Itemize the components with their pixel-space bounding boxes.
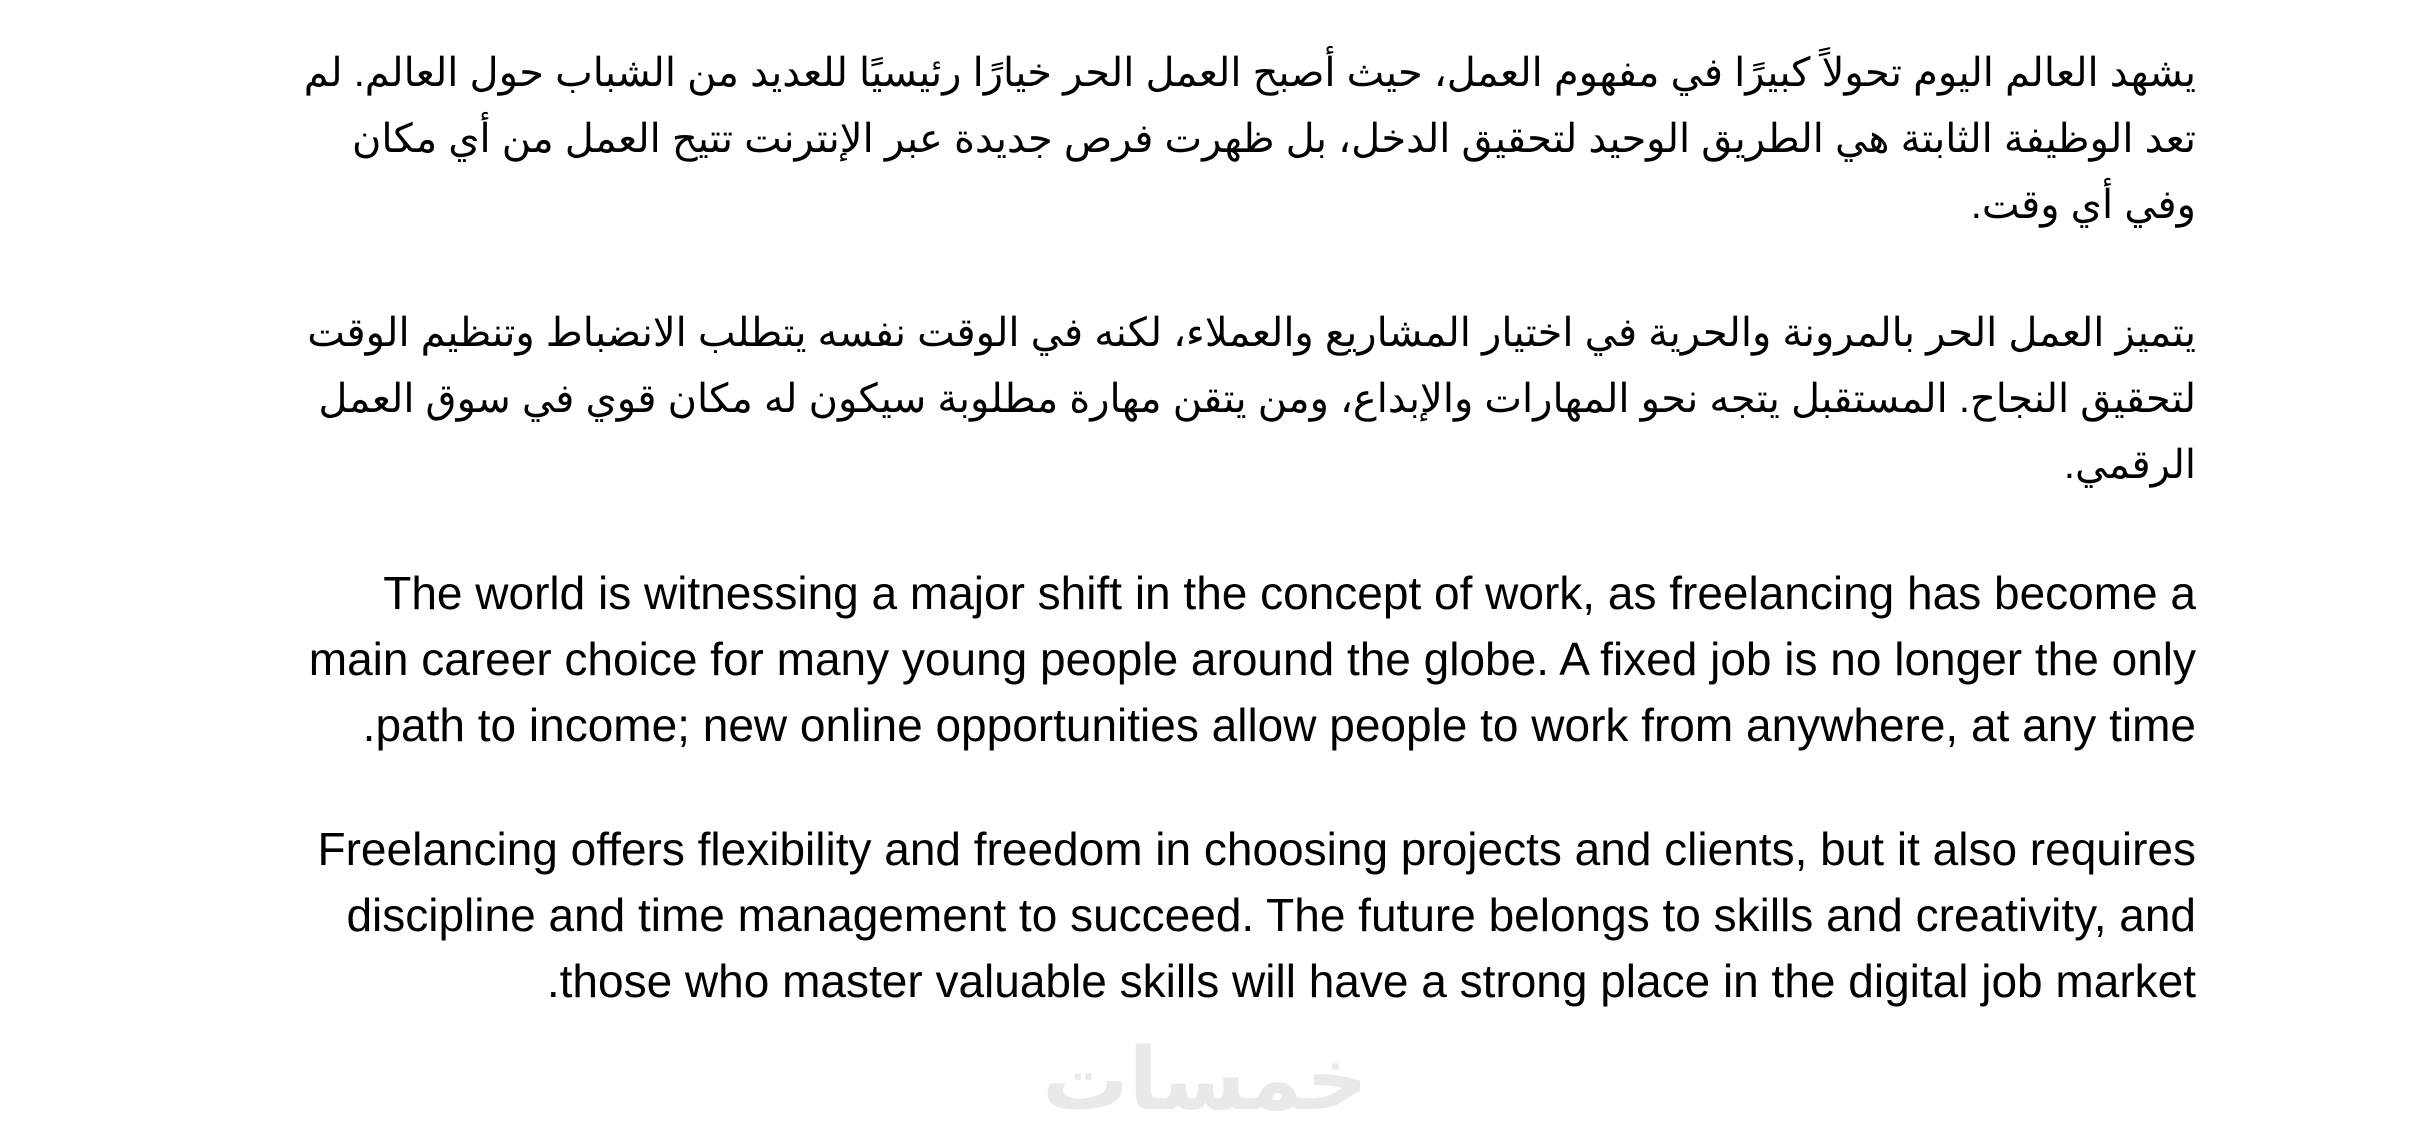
watermark-logo: خمسات bbox=[1042, 1030, 1368, 1121]
document-body bbox=[300, 40, 2196, 1121]
arabic-paragraph-1: يشهد العالم اليوم تحولاً كبيرًا في مفهوم العمل، حيث أصبح العمل الحر خيارًا رئيسيًا للعديد من الشباب حول العالم. لم تعد الوظيفة الثابتة هي الطريق الوحيد لتحقيق الدخل، بل ظهرت فرص جديدة عبر الإنترنت تتيح العمل من أي مكان وفي أي وقت. bbox=[303, 51, 2196, 227]
english-paragraph-2: Freelancing offers flexibility and freedom in choosing projects and clients, but it also requires discipline and time management to succeed. The future belongs to skills and creativity, and those who master valuable skills will have a strong place in the digital job market. bbox=[317, 823, 2196, 1007]
arabic-paragraph-2: يتميز العمل الحر بالمرونة والحرية في اختيار المشاريع والعملاء، لكنه في الوقت نفسه يتطلب الانضباط وتنظيم الوقت لتحقيق النجاح. المستقبل يتجه نحو المهارات والإبداع، ومن يتقن مهارة مطلوبة سيكون له مكان قوي في سوق العمل الرقمي. bbox=[307, 311, 2196, 487]
english-paragraph-1: The world is witnessing a major shift in the concept of work, as freelancing has become a main career choice for many young people around the globe. A fixed job is no longer the only path to income; new online opportunities allow people to work from anywhere, at any time. bbox=[308, 567, 2196, 751]
